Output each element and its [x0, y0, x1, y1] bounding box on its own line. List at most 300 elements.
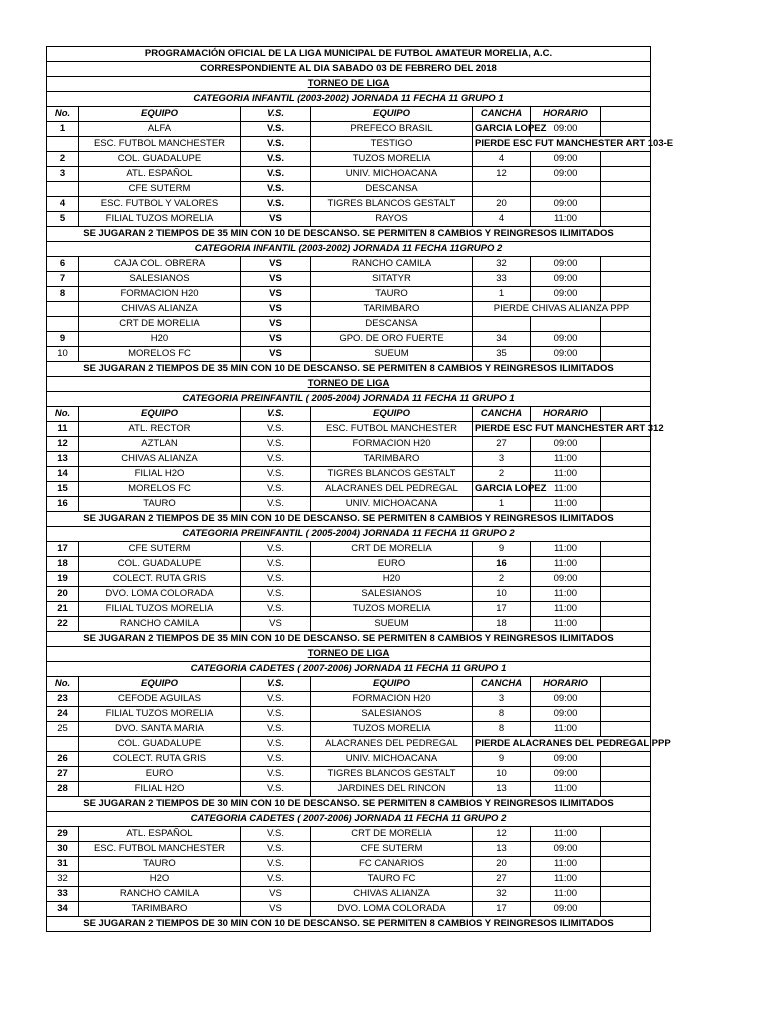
- team-home: RANCHO CAMILA: [79, 617, 241, 632]
- field-cancha: 2: [473, 467, 531, 482]
- table-row: [47, 182, 651, 197]
- rules-note-row: [47, 362, 651, 377]
- team-home: H2O: [79, 872, 241, 887]
- team-away: DESCANSA: [311, 317, 473, 332]
- result-note: PIERDE ALACRANES DEL PEDREGAL PPP: [473, 737, 651, 752]
- table-row: [47, 737, 651, 752]
- team-away: FORMACION H20: [311, 692, 473, 707]
- category-heading: CATEGORIA CADETES ( 2007-2006) JORNADA 11 FECHA 11 GRUPO 2: [47, 812, 651, 827]
- team-home: ATL. RECTOR: [79, 422, 241, 437]
- extra-cell: [601, 842, 651, 857]
- field-cancha: 4: [473, 212, 531, 227]
- schedule-table: [46, 46, 674, 932]
- table-row: [47, 617, 651, 632]
- match-number: 5: [47, 212, 79, 227]
- rules-note-row: [47, 512, 651, 527]
- table-row: [47, 752, 651, 767]
- field-cancha: 3: [473, 692, 531, 707]
- field-cancha: 10: [473, 767, 531, 782]
- field-cancha: GARCIA LOPEZ: [473, 482, 531, 497]
- table-row: [47, 587, 651, 602]
- team-away: SUEUM: [311, 347, 473, 362]
- team-away: TUZOS MORELIA: [311, 152, 473, 167]
- kickoff-time: 09:00: [531, 287, 601, 302]
- kickoff-time: 09:00: [531, 752, 601, 767]
- torneo-heading: TORNEO DE LIGA: [47, 377, 651, 392]
- team-home: CFE SUTERM: [79, 542, 241, 557]
- team-away: CRT DE MORELIA: [311, 542, 473, 557]
- versus-label: VS: [241, 287, 311, 302]
- match-number: 4: [47, 197, 79, 212]
- kickoff-time: 11:00: [531, 782, 601, 797]
- subtitle-row: [47, 62, 651, 77]
- field-cancha: 13: [473, 842, 531, 857]
- col-header-extra: [601, 107, 651, 122]
- field-cancha: 9: [473, 542, 531, 557]
- versus-label: V.S.: [241, 587, 311, 602]
- table-row: [47, 857, 651, 872]
- versus-label: VS: [241, 317, 311, 332]
- team-away: ALACRANES DEL PEDREGAL: [311, 482, 473, 497]
- col-header-horario: HORARIO: [531, 407, 601, 422]
- versus-label: VS: [241, 332, 311, 347]
- extra-cell: [601, 902, 651, 917]
- team-away: TUZOS MORELIA: [311, 722, 473, 737]
- match-number: [47, 737, 79, 752]
- team-away: RAYOS: [311, 212, 473, 227]
- kickoff-time: 11:00: [531, 467, 601, 482]
- versus-label: V.S.: [241, 497, 311, 512]
- rules-note: SE JUGARAN 2 TIEMPOS DE 35 MIN CON 10 DE DESCANSO. SE PERMITEN 8 CAMBIOS Y REINGRESOS ILIMITADOS: [47, 512, 651, 527]
- versus-label: V.S.: [241, 782, 311, 797]
- table-row: [47, 902, 651, 917]
- table-row: [47, 332, 651, 347]
- kickoff-time: 09:00: [531, 767, 601, 782]
- team-home: FILIAL TUZOS MORELIA: [79, 602, 241, 617]
- kickoff-time: [531, 182, 601, 197]
- team-away: TAURO FC: [311, 872, 473, 887]
- col-header-team-b: EQUIPO: [311, 107, 473, 122]
- kickoff-time: 09:00: [531, 707, 601, 722]
- field-cancha: 34: [473, 332, 531, 347]
- field-cancha: GARCIA LOPEZ: [473, 122, 531, 137]
- kickoff-time: 09:00: [531, 272, 601, 287]
- match-number: 25: [47, 722, 79, 737]
- versus-label: V.S.: [241, 752, 311, 767]
- col-header-cancha: CANCHA: [473, 407, 531, 422]
- field-cancha: 27: [473, 437, 531, 452]
- match-number: 6: [47, 257, 79, 272]
- kickoff-time: 11:00: [531, 212, 601, 227]
- extra-cell: [601, 767, 651, 782]
- versus-label: V.S.: [241, 452, 311, 467]
- team-away: TIGRES BLANCOS GESTALT: [311, 197, 473, 212]
- team-away: PREFECO BRASIL: [311, 122, 473, 137]
- table-row: [47, 437, 651, 452]
- kickoff-time: 11:00: [531, 452, 601, 467]
- table-row: [47, 482, 651, 497]
- kickoff-time: 09:00: [531, 572, 601, 587]
- rules-note: SE JUGARAN 2 TIEMPOS DE 35 MIN CON 10 DE DESCANSO. SE PERMITEN 8 CAMBIOS Y REINGRESOS ILIMITADOS: [47, 362, 651, 377]
- extra-cell: [601, 707, 651, 722]
- table-row: [47, 422, 651, 437]
- team-away: CFE SUTERM: [311, 842, 473, 857]
- team-home: CFE SUTERM: [79, 182, 241, 197]
- field-cancha: 17: [473, 602, 531, 617]
- table-row: [47, 302, 651, 317]
- match-number: 29: [47, 827, 79, 842]
- extra-cell: [601, 782, 651, 797]
- match-number: 16: [47, 497, 79, 512]
- team-away: TIGRES BLANCOS GESTALT: [311, 767, 473, 782]
- col-header-horario: HORARIO: [531, 107, 601, 122]
- table-row: [47, 887, 651, 902]
- extra-cell: [601, 272, 651, 287]
- table-row: [47, 497, 651, 512]
- versus-label: V.S.: [241, 602, 311, 617]
- team-home: COL. GUADALUPE: [79, 557, 241, 572]
- team-home: AZTLAN: [79, 437, 241, 452]
- col-header-horario: HORARIO: [531, 677, 601, 692]
- col-header-team-a: EQUIPO: [79, 407, 241, 422]
- team-home: FILIAL H2O: [79, 467, 241, 482]
- team-away: TIGRES BLANCOS GESTALT: [311, 467, 473, 482]
- table-row: [47, 722, 651, 737]
- extra-cell: [601, 152, 651, 167]
- col-header-vs: V.S.: [241, 677, 311, 692]
- col-header-team-b: EQUIPO: [311, 677, 473, 692]
- match-number: 26: [47, 752, 79, 767]
- team-away: GPO. DE ORO FUERTE: [311, 332, 473, 347]
- team-home: COLECT. RUTA GRIS: [79, 752, 241, 767]
- rules-note: SE JUGARAN 2 TIEMPOS DE 35 MIN CON 10 DE DESCANSO. SE PERMITEN 8 CAMBIOS Y REINGRESOS ILIMITADOS: [47, 227, 651, 242]
- versus-label: VS: [241, 212, 311, 227]
- versus-label: V.S.: [241, 137, 311, 152]
- table-row: [47, 572, 651, 587]
- table-row: [47, 152, 651, 167]
- extra-cell: [601, 257, 651, 272]
- field-cancha: 3: [473, 452, 531, 467]
- versus-label: V.S.: [241, 767, 311, 782]
- field-cancha: 32: [473, 257, 531, 272]
- team-home: COL. GUADALUPE: [79, 737, 241, 752]
- table-row: [47, 842, 651, 857]
- match-number: 19: [47, 572, 79, 587]
- versus-label: V.S.: [241, 422, 311, 437]
- versus-label: V.S.: [241, 857, 311, 872]
- table-row: [47, 317, 651, 332]
- versus-label: V.S.: [241, 467, 311, 482]
- extra-cell: [601, 872, 651, 887]
- match-number: 1: [47, 122, 79, 137]
- torneo-row: [47, 77, 651, 92]
- extra-cell: [601, 212, 651, 227]
- field-cancha: 17: [473, 902, 531, 917]
- match-number: 9: [47, 332, 79, 347]
- versus-label: VS: [241, 887, 311, 902]
- col-header-cancha: CANCHA: [473, 677, 531, 692]
- table-row: [47, 707, 651, 722]
- kickoff-time: 09:00: [531, 332, 601, 347]
- kickoff-time: 09:00: [531, 152, 601, 167]
- extra-cell: [601, 602, 651, 617]
- extra-cell: [601, 317, 651, 332]
- page-title: PROGRAMACIÓN OFICIAL DE LA LIGA MUNICIPAL DE FUTBOL AMATEUR MORELIA, A.C.: [47, 47, 651, 62]
- kickoff-time: 11:00: [531, 872, 601, 887]
- team-away: TESTIGO: [311, 137, 473, 152]
- extra-cell: [601, 437, 651, 452]
- field-cancha: 12: [473, 827, 531, 842]
- versus-label: V.S.: [241, 872, 311, 887]
- field-cancha: 20: [473, 857, 531, 872]
- team-home: CEFODE AGUILAS: [79, 692, 241, 707]
- category-row: [47, 812, 651, 827]
- result-note: PIERDE ESC FUT MANCHESTER ART 312: [473, 422, 651, 437]
- category-heading: CATEGORIA INFANTIL (2003-2002) JORNADA 11 FECHA 11GRUPO 2: [47, 242, 651, 257]
- table-row: [47, 782, 651, 797]
- kickoff-time: 09:00: [531, 842, 601, 857]
- versus-label: V.S.: [241, 737, 311, 752]
- extra-cell: [601, 452, 651, 467]
- versus-label: V.S.: [241, 122, 311, 137]
- team-home: ESC. FUTBOL MANCHESTER: [79, 842, 241, 857]
- match-number: 31: [47, 857, 79, 872]
- kickoff-time: 09:00: [531, 197, 601, 212]
- versus-label: VS: [241, 902, 311, 917]
- team-home: ATL. ESPAÑOL: [79, 167, 241, 182]
- team-home: CRT DE MORELIA: [79, 317, 241, 332]
- table-row: [47, 122, 651, 137]
- team-home: ALFA: [79, 122, 241, 137]
- team-away: UNIV. MICHOACANA: [311, 167, 473, 182]
- rules-note-row: [47, 227, 651, 242]
- versus-label: V.S.: [241, 482, 311, 497]
- match-number: 7: [47, 272, 79, 287]
- category-heading: CATEGORIA INFANTIL (2003-2002) JORNADA 11 FECHA 11 GRUPO 1: [47, 92, 651, 107]
- extra-cell: [601, 467, 651, 482]
- table-row: [47, 137, 651, 152]
- match-number: 21: [47, 602, 79, 617]
- col-header-extra: [601, 677, 651, 692]
- match-number: 27: [47, 767, 79, 782]
- match-number: [47, 182, 79, 197]
- versus-label: V.S.: [241, 182, 311, 197]
- extra-cell: [601, 722, 651, 737]
- field-cancha: 27: [473, 872, 531, 887]
- field-cancha: 2: [473, 572, 531, 587]
- kickoff-time: 11:00: [531, 542, 601, 557]
- field-cancha: 35: [473, 347, 531, 362]
- kickoff-time: 11:00: [531, 482, 601, 497]
- team-away: ESC. FUTBOL MANCHESTER: [311, 422, 473, 437]
- rules-note: SE JUGARAN 2 TIEMPOS DE 30 MIN CON 10 DE DESCANSO. SE PERMITEN 8 CAMBIOS Y REINGRESOS ILIMITADOS: [47, 797, 651, 812]
- torneo-heading: TORNEO DE LIGA: [47, 647, 651, 662]
- kickoff-time: 11:00: [531, 857, 601, 872]
- versus-label: V.S.: [241, 842, 311, 857]
- kickoff-time: 09:00: [531, 902, 601, 917]
- team-home: ATL. ESPAÑOL: [79, 827, 241, 842]
- team-home: COL. GUADALUPE: [79, 152, 241, 167]
- field-cancha: 4: [473, 152, 531, 167]
- table-row: [47, 767, 651, 782]
- extra-cell: [601, 182, 651, 197]
- torneo-row: [47, 377, 651, 392]
- extra-cell: [601, 557, 651, 572]
- extra-cell: [601, 572, 651, 587]
- team-away: TARIMBARO: [311, 302, 473, 317]
- table-row: [47, 167, 651, 182]
- field-cancha: 8: [473, 707, 531, 722]
- versus-label: V.S.: [241, 437, 311, 452]
- team-home: ESC. FUTBOL MANCHESTER: [79, 137, 241, 152]
- team-away: TAURO: [311, 287, 473, 302]
- team-away: SALESIANOS: [311, 587, 473, 602]
- team-home: CHIVAS ALIANZA: [79, 452, 241, 467]
- match-number: 2: [47, 152, 79, 167]
- match-number: 8: [47, 287, 79, 302]
- field-cancha: 1: [473, 497, 531, 512]
- column-header-row: [47, 107, 651, 122]
- col-header-no: No.: [47, 407, 79, 422]
- versus-label: VS: [241, 272, 311, 287]
- team-away: CHIVAS ALIANZA: [311, 887, 473, 902]
- match-number: 34: [47, 902, 79, 917]
- torneo-row: [47, 647, 651, 662]
- team-home: MORELOS FC: [79, 347, 241, 362]
- team-home: EURO: [79, 767, 241, 782]
- match-number: 12: [47, 437, 79, 452]
- team-away: SITATYR: [311, 272, 473, 287]
- match-number: 18: [47, 557, 79, 572]
- team-home: RANCHO CAMILA: [79, 887, 241, 902]
- kickoff-time: 09:00: [531, 692, 601, 707]
- team-away: SUEUM: [311, 617, 473, 632]
- versus-label: V.S.: [241, 722, 311, 737]
- extra-cell: [601, 287, 651, 302]
- team-home: TARIMBARO: [79, 902, 241, 917]
- match-number: 30: [47, 842, 79, 857]
- team-home: H20: [79, 332, 241, 347]
- category-row: [47, 392, 651, 407]
- extra-cell: [601, 692, 651, 707]
- match-number: 33: [47, 887, 79, 902]
- versus-label: V.S.: [241, 692, 311, 707]
- match-number: 22: [47, 617, 79, 632]
- versus-label: V.S.: [241, 557, 311, 572]
- versus-label: V.S.: [241, 542, 311, 557]
- versus-label: V.S.: [241, 152, 311, 167]
- extra-cell: [601, 827, 651, 842]
- team-away: SALESIANOS: [311, 707, 473, 722]
- team-away: UNIV. MICHOACANA: [311, 497, 473, 512]
- rules-note-row: [47, 632, 651, 647]
- table-row: [47, 602, 651, 617]
- team-home: SALESIANOS: [79, 272, 241, 287]
- result-note: PIERDE CHIVAS ALIANZA PPP: [473, 302, 651, 317]
- title-row: [47, 47, 651, 62]
- extra-cell: [601, 617, 651, 632]
- team-away: JARDINES DEL RINCON: [311, 782, 473, 797]
- table-row: [47, 557, 651, 572]
- torneo-heading: TORNEO DE LIGA: [47, 77, 651, 92]
- kickoff-time: 11:00: [531, 617, 601, 632]
- category-heading: CATEGORIA PREINFANTIL ( 2005-2004) JORNADA 11 FECHA 11 GRUPO 2: [47, 527, 651, 542]
- versus-label: VS: [241, 302, 311, 317]
- table-row: [47, 212, 651, 227]
- table-row: [47, 692, 651, 707]
- versus-label: VS: [241, 347, 311, 362]
- field-cancha: 16: [473, 557, 531, 572]
- team-away: DESCANSA: [311, 182, 473, 197]
- team-away: TUZOS MORELIA: [311, 602, 473, 617]
- match-number: 3: [47, 167, 79, 182]
- extra-cell: [601, 122, 651, 137]
- field-cancha: [473, 317, 531, 332]
- kickoff-time: 11:00: [531, 497, 601, 512]
- versus-label: V.S.: [241, 197, 311, 212]
- field-cancha: 33: [473, 272, 531, 287]
- team-away: DVO. LOMA COLORADA: [311, 902, 473, 917]
- field-cancha: 20: [473, 197, 531, 212]
- field-cancha: 32: [473, 887, 531, 902]
- field-cancha: 10: [473, 587, 531, 602]
- match-number: 32: [47, 872, 79, 887]
- match-number: 15: [47, 482, 79, 497]
- result-note: PIERDE ESC FUT MANCHESTER ART 103-E: [473, 137, 651, 152]
- team-away: RANCHO CAMILA: [311, 257, 473, 272]
- schedule-sheet: [46, 46, 674, 932]
- extra-cell: [601, 587, 651, 602]
- col-header-team-a: EQUIPO: [79, 677, 241, 692]
- team-away: FC CANARIOS: [311, 857, 473, 872]
- versus-label: V.S.: [241, 707, 311, 722]
- kickoff-time: 11:00: [531, 827, 601, 842]
- kickoff-time: 11:00: [531, 887, 601, 902]
- category-row: [47, 92, 651, 107]
- table-row: [47, 452, 651, 467]
- team-away: FORMACION H20: [311, 437, 473, 452]
- category-row: [47, 527, 651, 542]
- table-row: [47, 827, 651, 842]
- versus-label: VS: [241, 257, 311, 272]
- match-number: [47, 137, 79, 152]
- table-row: [47, 272, 651, 287]
- col-header-extra: [601, 407, 651, 422]
- field-cancha: 18: [473, 617, 531, 632]
- team-home: TAURO: [79, 857, 241, 872]
- match-number: 13: [47, 452, 79, 467]
- table-row: [47, 467, 651, 482]
- kickoff-time: [531, 317, 601, 332]
- col-header-cancha: CANCHA: [473, 107, 531, 122]
- col-header-team-a: EQUIPO: [79, 107, 241, 122]
- category-heading: CATEGORIA PREINFANTIL ( 2005-2004) JORNADA 11 FECHA 11 GRUPO 1: [47, 392, 651, 407]
- extra-cell: [601, 497, 651, 512]
- rules-note: SE JUGARAN 2 TIEMPOS DE 35 MIN CON 10 DE DESCANSO. SE PERMITEN 8 CAMBIOS Y REINGRESOS ILIMITADOS: [47, 632, 651, 647]
- kickoff-time: 09:00: [531, 167, 601, 182]
- col-header-vs: V.S.: [241, 107, 311, 122]
- team-home: CAJA COL. OBRERA: [79, 257, 241, 272]
- table-row: [47, 197, 651, 212]
- kickoff-time: 09:00: [531, 437, 601, 452]
- kickoff-time: 09:00: [531, 347, 601, 362]
- match-number: 10: [47, 347, 79, 362]
- kickoff-time: 09:00: [531, 257, 601, 272]
- match-number: 17: [47, 542, 79, 557]
- col-header-vs: V.S.: [241, 407, 311, 422]
- versus-label: V.S.: [241, 572, 311, 587]
- rules-note-row: [47, 797, 651, 812]
